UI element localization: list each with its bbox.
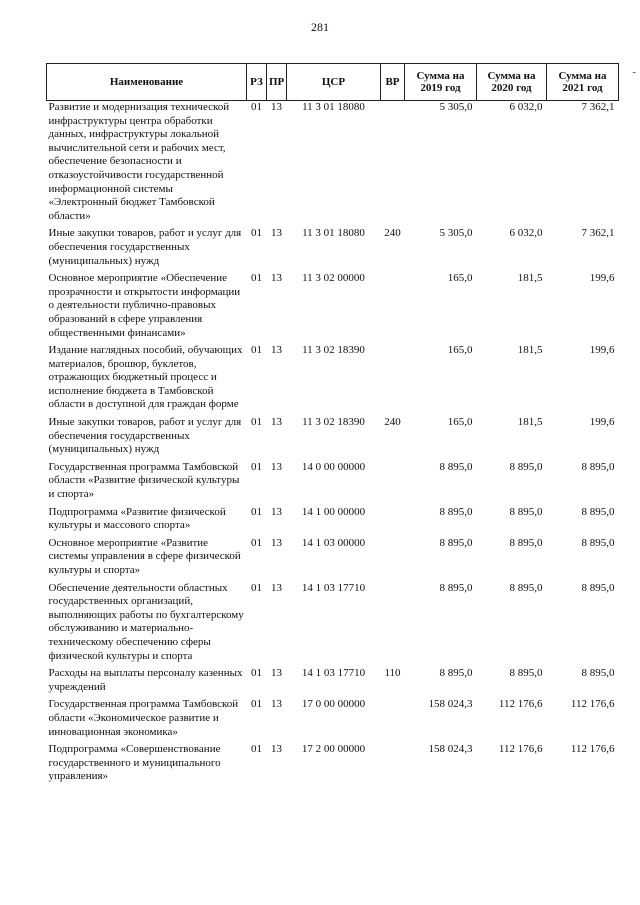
row-vr xyxy=(381,461,405,506)
row-pr: 13 xyxy=(271,536,282,549)
row-rz: 01 xyxy=(251,227,262,240)
row-sum-2021: 8 895,0 xyxy=(581,667,615,680)
row-pr: 13 xyxy=(271,344,282,357)
row-sum-2020: 8 895,0 xyxy=(509,581,543,594)
row-name: Расходы на выплаты персоналу казенных учреждений xyxy=(48,667,243,693)
row-name: Основное мероприятие «Развитие системы управления в сфере физической культуры и спорта» xyxy=(48,536,241,576)
row-sum-2020: 181,5 xyxy=(517,416,543,429)
page-number: 281 xyxy=(311,20,329,34)
row-csr: 11 3 02 00000 xyxy=(302,272,365,285)
header-sum-2019: Сумма на 2019 год xyxy=(405,64,477,101)
row-sum-2021: 8 895,0 xyxy=(581,536,615,549)
row-rz: 01 xyxy=(251,272,262,285)
table-header xyxy=(47,64,619,101)
row-name: Иные закупки товаров, работ и услуг для обеспечения государственных (муниципальных) нужд xyxy=(48,227,242,267)
row-name: Развитие и модернизация технической инфраструктуры центра обработки данных, инфраструктуры локальной вычислительной сети и рабочих мест, обеспечение безопасности и отказоустойчивости государственной информационной системы «Электронный бюджет Тамбовской области» xyxy=(48,101,230,222)
header-sum-2021: Сумма на 2021 год xyxy=(547,64,619,101)
row-vr xyxy=(381,101,405,228)
row-rz: 01 xyxy=(251,667,262,680)
row-vr xyxy=(381,344,405,416)
table-row xyxy=(47,537,619,582)
row-vr xyxy=(381,537,405,582)
table-row xyxy=(47,416,619,461)
row-csr: 14 1 03 00000 xyxy=(301,536,366,549)
row-pr: 13 xyxy=(271,227,282,240)
table-row xyxy=(47,698,619,743)
row-sum-2021: 199,6 xyxy=(589,272,615,285)
row-pr: 13 xyxy=(271,743,282,756)
row-pr: 13 xyxy=(271,581,282,594)
row-sum-2021: 7 362,1 xyxy=(581,101,615,113)
row-vr xyxy=(381,272,405,344)
budget-table xyxy=(46,63,619,788)
table-row xyxy=(47,582,619,668)
row-sum-2021: 199,6 xyxy=(589,344,615,357)
row-sum-2019: 8 895,0 xyxy=(439,536,473,549)
row-rz: 01 xyxy=(251,416,262,429)
header-sum-2020: Сумма на 2020 год xyxy=(477,64,547,101)
row-vr xyxy=(381,582,405,668)
row-sum-2020: 6 032,0 xyxy=(509,101,543,113)
row-vr: 240 xyxy=(384,416,401,429)
row-sum-2021: 199,6 xyxy=(589,416,615,429)
row-csr: 11 3 02 18390 xyxy=(302,416,365,429)
row-vr xyxy=(381,743,405,788)
row-name: Обеспечение деятельности областных государственных организаций, выполняющих работы по бухгалтерскому обслуживанию и материально-техническому обеспечению сферы физической культуры и спорта xyxy=(48,581,244,662)
row-sum-2019: 165,0 xyxy=(447,272,473,285)
row-rz: 01 xyxy=(251,581,262,594)
table-row xyxy=(47,344,619,416)
row-sum-2021: 8 895,0 xyxy=(581,581,615,594)
row-sum-2019: 158 024,3 xyxy=(428,698,473,711)
row-sum-2020: 181,5 xyxy=(517,344,543,357)
row-pr: 13 xyxy=(271,505,282,518)
header-name: Наименование xyxy=(47,64,247,101)
row-csr: 17 0 00 00000 xyxy=(301,698,366,711)
row-vr xyxy=(381,506,405,537)
row-name: Издание наглядных пособий, обучающих материалов, брошюр, буклетов, отражающих бюджетный процесс и исполнение бюджета в Тамбовской области в доступной для граждан форме xyxy=(48,344,243,411)
row-sum-2020: 8 895,0 xyxy=(509,505,543,518)
row-csr: 11 3 02 18390 xyxy=(302,344,365,357)
table-row xyxy=(47,506,619,537)
row-sum-2019: 8 895,0 xyxy=(439,505,473,518)
row-rz: 01 xyxy=(251,505,262,518)
row-sum-2020: 181,5 xyxy=(517,272,543,285)
header-vr: ВР xyxy=(381,64,405,101)
row-sum-2021: 8 895,0 xyxy=(581,505,615,518)
header-row xyxy=(47,64,619,101)
row-sum-2020: 112 176,6 xyxy=(498,698,543,711)
row-pr: 13 xyxy=(271,698,282,711)
row-vr xyxy=(381,698,405,743)
row-csr: 14 1 00 00000 xyxy=(301,505,366,518)
row-sum-2019: 5 305,0 xyxy=(439,227,473,240)
header-csr: ЦСР xyxy=(287,64,381,101)
row-pr: 13 xyxy=(271,272,282,285)
row-sum-2021: 112 176,6 xyxy=(570,698,615,711)
table-row xyxy=(47,461,619,506)
table-row xyxy=(47,743,619,788)
row-sum-2019: 165,0 xyxy=(447,416,473,429)
row-sum-2020: 112 176,6 xyxy=(498,743,543,756)
row-rz: 01 xyxy=(251,344,262,357)
row-sum-2021: 8 895,0 xyxy=(581,460,615,473)
table-row xyxy=(47,227,619,272)
row-sum-2019: 158 024,3 xyxy=(428,743,473,756)
row-csr: 14 1 03 17710 xyxy=(301,667,366,680)
row-rz: 01 xyxy=(251,698,262,711)
row-sum-2019: 8 895,0 xyxy=(439,460,473,473)
row-pr: 13 xyxy=(271,460,282,473)
row-rz: 01 xyxy=(251,101,262,113)
row-sum-2020: 8 895,0 xyxy=(509,460,543,473)
row-sum-2021: 7 362,1 xyxy=(581,227,615,240)
row-csr: 11 3 01 18080 xyxy=(302,227,365,240)
row-pr: 13 xyxy=(271,667,282,680)
row-name: Иные закупки товаров, работ и услуг для обеспечения государственных (муниципальных) нужд xyxy=(48,416,242,456)
row-vr: 110 xyxy=(384,667,401,680)
row-sum-2019: 5 305,0 xyxy=(439,101,473,113)
row-name: Основное мероприятие «Обеспечение прозрачности и открытости информации о деятельности публично-правовых образований в сфере управления общественными финансами» xyxy=(48,272,241,339)
row-sum-2020: 8 895,0 xyxy=(509,536,543,549)
row-sum-2019: 8 895,0 xyxy=(439,581,473,594)
row-sum-2019: 165,0 xyxy=(447,344,473,357)
row-name: Подпрограмма «Совершенствование государственного и муниципального управления» xyxy=(48,743,221,783)
row-sum-2020: 8 895,0 xyxy=(509,667,543,680)
table-row xyxy=(47,272,619,344)
header-pr: ПР xyxy=(267,64,287,101)
table-row xyxy=(47,101,619,228)
row-vr: 240 xyxy=(384,227,401,240)
row-rz: 01 xyxy=(251,460,262,473)
margin-mark: - xyxy=(632,66,636,78)
row-name: Государственная программа Тамбовской области «Развитие физической культуры и спорта» xyxy=(48,460,240,501)
row-name: Государственная программа Тамбовской области «Экономическое развитие и инновационная экономика» xyxy=(48,698,239,738)
row-name: Подпрограмма «Развитие физической культуры и массового спорта» xyxy=(48,505,226,532)
table-body xyxy=(47,101,619,788)
row-sum-2020: 6 032,0 xyxy=(509,227,543,240)
row-pr: 13 xyxy=(271,101,282,113)
row-csr: 14 1 03 17710 xyxy=(301,581,366,594)
row-csr: 11 3 01 18080 xyxy=(302,101,365,113)
header-rz: РЗ xyxy=(247,64,267,101)
row-sum-2021: 112 176,6 xyxy=(570,743,615,756)
table-row xyxy=(47,667,619,698)
row-rz: 01 xyxy=(251,743,262,756)
row-pr: 13 xyxy=(271,416,282,429)
row-csr: 14 0 00 00000 xyxy=(301,460,366,473)
row-sum-2019: 8 895,0 xyxy=(439,667,473,680)
row-rz: 01 xyxy=(251,536,262,549)
row-csr: 17 2 00 00000 xyxy=(301,743,366,756)
